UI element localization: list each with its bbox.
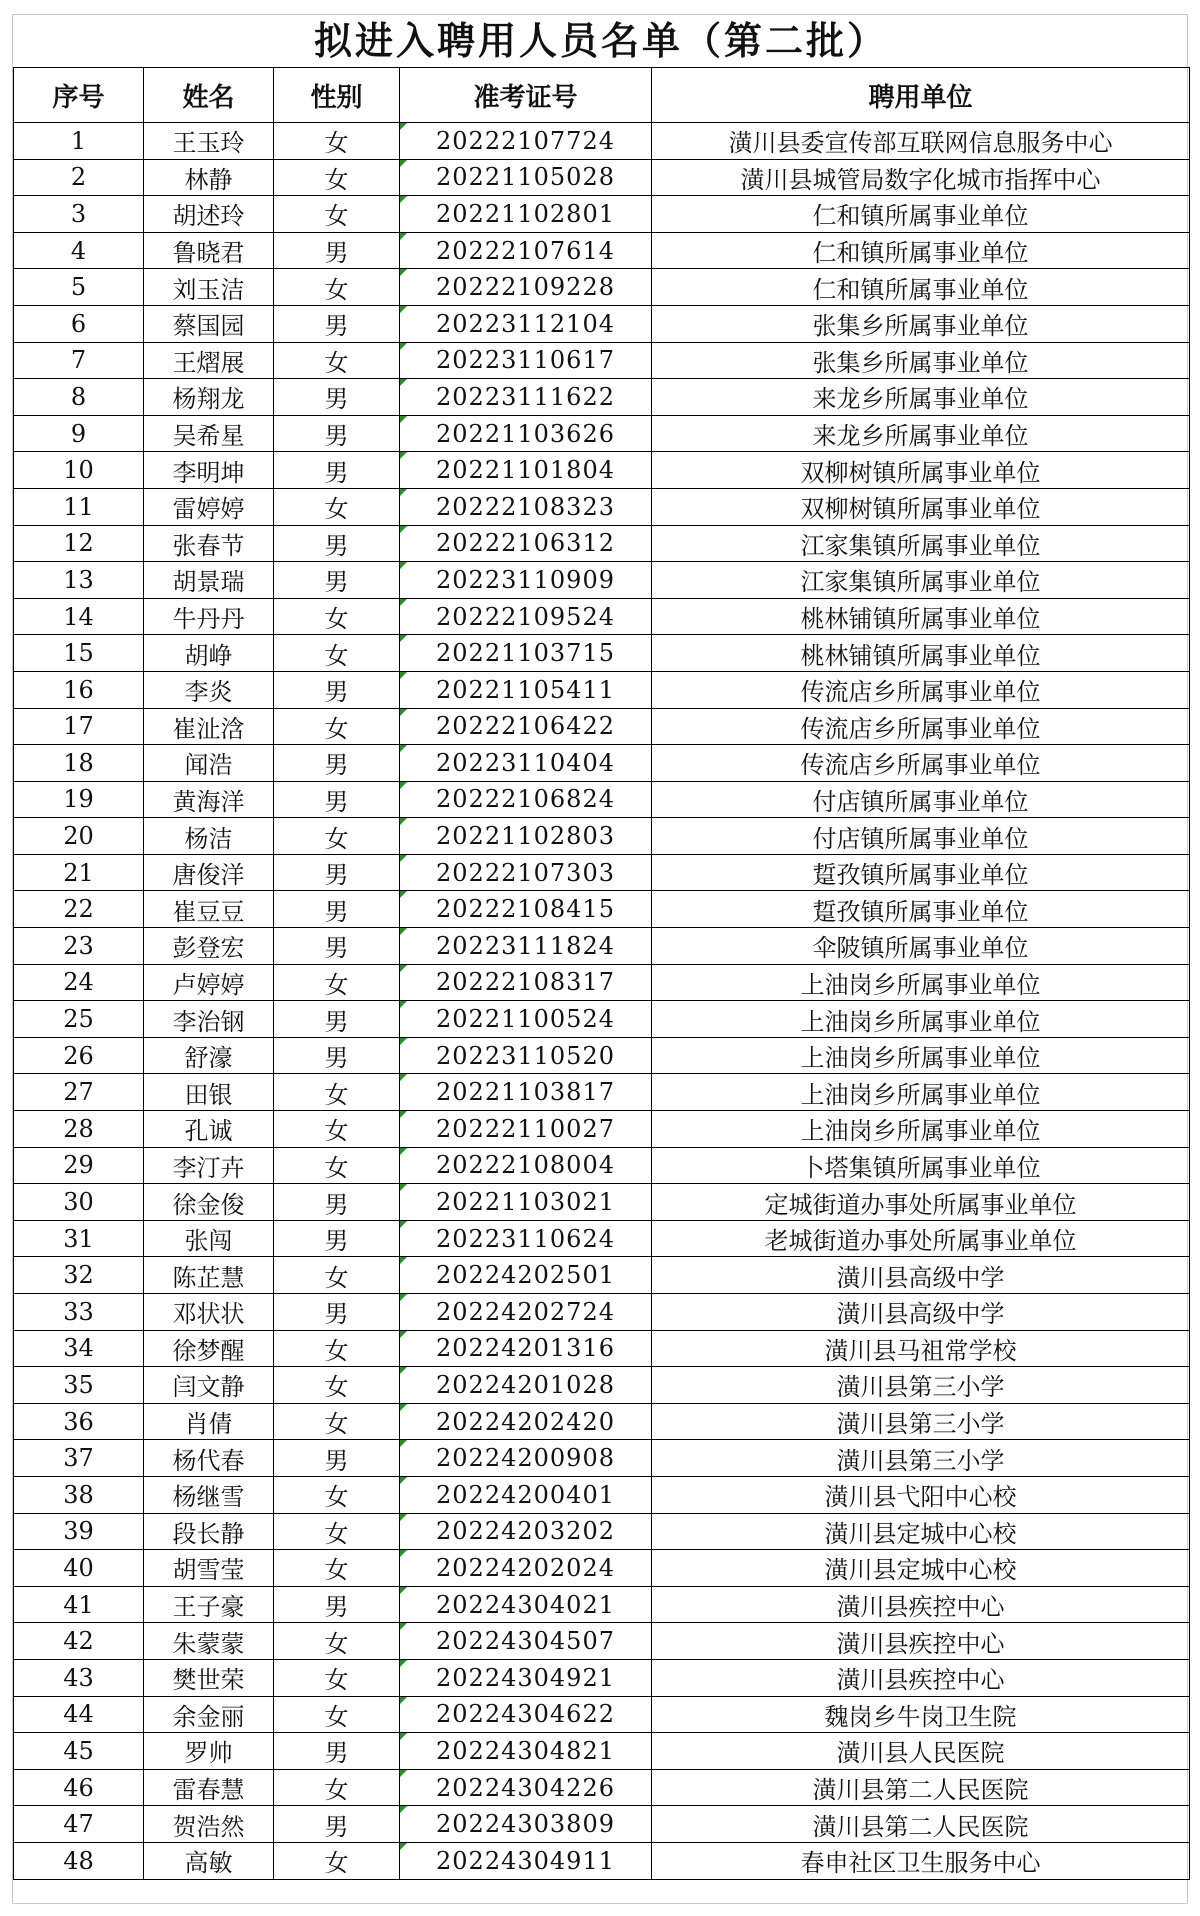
cell-employer: 潢川县第二人民医院 bbox=[652, 1806, 1190, 1843]
table-row bbox=[14, 1403, 1190, 1440]
cell-employer: 潢川县疾控中心 bbox=[652, 1586, 1190, 1623]
cell-exam-number: 20224304921 bbox=[400, 1659, 652, 1696]
cell-index: 21 bbox=[14, 854, 144, 891]
cell-employer: 江家集镇所属事业单位 bbox=[652, 525, 1190, 562]
cell-name: 高敏 bbox=[144, 1842, 274, 1879]
table-row bbox=[14, 928, 1190, 965]
cell-name: 刘玉洁 bbox=[144, 269, 274, 306]
table-row bbox=[14, 1147, 1190, 1184]
cell-employer: 潢川县第三小学 bbox=[652, 1367, 1190, 1404]
cell-name: 杨代春 bbox=[144, 1440, 274, 1477]
header-exam-number: 准考证号 bbox=[400, 68, 652, 123]
cell-index: 17 bbox=[14, 708, 144, 745]
cell-index: 20 bbox=[14, 818, 144, 855]
table-row bbox=[14, 598, 1190, 635]
cell-name: 杨继雪 bbox=[144, 1476, 274, 1513]
cell-employer: 双柳树镇所属事业单位 bbox=[652, 452, 1190, 489]
cell-index: 26 bbox=[14, 1037, 144, 1074]
cell-employer: 潢川县委宣传部互联网信息服务中心 bbox=[652, 123, 1190, 160]
cell-employer: 潢川县马祖常学校 bbox=[652, 1330, 1190, 1367]
table-row bbox=[14, 1550, 1190, 1587]
cell-employer: 上油岗乡所属事业单位 bbox=[652, 1111, 1190, 1148]
cell-gender: 男 bbox=[274, 891, 400, 928]
cell-exam-number: 20224202724 bbox=[400, 1294, 652, 1331]
cell-name: 樊世荣 bbox=[144, 1659, 274, 1696]
cell-exam-number: 20223110404 bbox=[400, 745, 652, 782]
cell-index: 13 bbox=[14, 562, 144, 599]
cell-name: 林静 bbox=[144, 159, 274, 196]
cell-index: 39 bbox=[14, 1513, 144, 1550]
table-row bbox=[14, 1001, 1190, 1038]
cell-employer: 仁和镇所属事业单位 bbox=[652, 269, 1190, 306]
cell-name: 李明坤 bbox=[144, 452, 274, 489]
cell-name: 徐金俊 bbox=[144, 1184, 274, 1221]
cell-name: 李治钢 bbox=[144, 1001, 274, 1038]
cell-name: 李汀卉 bbox=[144, 1147, 274, 1184]
cell-name: 闻浩 bbox=[144, 745, 274, 782]
cell-gender: 男 bbox=[274, 1806, 400, 1843]
cell-index: 35 bbox=[14, 1367, 144, 1404]
cell-name: 胡峥 bbox=[144, 635, 274, 672]
cell-index: 6 bbox=[14, 305, 144, 342]
cell-employer: 潢川县第三小学 bbox=[652, 1440, 1190, 1477]
cell-name: 崔沚浛 bbox=[144, 708, 274, 745]
table-row bbox=[14, 964, 1190, 1001]
table-row bbox=[14, 269, 1190, 306]
cell-index: 36 bbox=[14, 1403, 144, 1440]
cell-name: 杨洁 bbox=[144, 818, 274, 855]
table-row bbox=[14, 1074, 1190, 1111]
cell-gender: 女 bbox=[274, 1074, 400, 1111]
cell-gender: 女 bbox=[274, 1623, 400, 1660]
cell-employer: 仁和镇所属事业单位 bbox=[652, 232, 1190, 269]
cell-employer: 上油岗乡所属事业单位 bbox=[652, 1074, 1190, 1111]
cell-exam-number: 20224304821 bbox=[400, 1733, 652, 1770]
cell-employer: 潢川县弋阳中心校 bbox=[652, 1476, 1190, 1513]
table-row bbox=[14, 818, 1190, 855]
cell-gender: 男 bbox=[274, 525, 400, 562]
cell-name: 李炎 bbox=[144, 671, 274, 708]
cell-gender: 女 bbox=[274, 1403, 400, 1440]
cell-name: 胡雪莹 bbox=[144, 1550, 274, 1587]
cell-index: 34 bbox=[14, 1330, 144, 1367]
cell-index: 41 bbox=[14, 1586, 144, 1623]
cell-name: 余金丽 bbox=[144, 1696, 274, 1733]
cell-employer: 潢川县人民医院 bbox=[652, 1733, 1190, 1770]
cell-exam-number: 20223112104 bbox=[400, 305, 652, 342]
cell-name: 朱蒙蒙 bbox=[144, 1623, 274, 1660]
cell-employer: 春申社区卫生服务中心 bbox=[652, 1842, 1190, 1879]
cell-exam-number: 20223110909 bbox=[400, 562, 652, 599]
cell-gender: 男 bbox=[274, 232, 400, 269]
cell-name: 黄海洋 bbox=[144, 781, 274, 818]
table-row bbox=[14, 159, 1190, 196]
cell-employer: 魏岗乡牛岗卫生院 bbox=[652, 1696, 1190, 1733]
cell-employer: 潢川县第三小学 bbox=[652, 1403, 1190, 1440]
cell-gender: 男 bbox=[274, 379, 400, 416]
cell-exam-number: 20224201316 bbox=[400, 1330, 652, 1367]
cell-exam-number: 20222106422 bbox=[400, 708, 652, 745]
cell-index: 46 bbox=[14, 1769, 144, 1806]
cell-employer: 付店镇所属事业单位 bbox=[652, 818, 1190, 855]
cell-name: 田银 bbox=[144, 1074, 274, 1111]
table-row bbox=[14, 123, 1190, 160]
cell-exam-number: 20222107614 bbox=[400, 232, 652, 269]
cell-index: 8 bbox=[14, 379, 144, 416]
cell-index: 3 bbox=[14, 196, 144, 233]
cell-index: 37 bbox=[14, 1440, 144, 1477]
cell-gender: 女 bbox=[274, 1659, 400, 1696]
cell-employer: 定城街道办事处所属事业单位 bbox=[652, 1184, 1190, 1221]
cell-employer: 张集乡所属事业单位 bbox=[652, 305, 1190, 342]
cell-gender: 女 bbox=[274, 1513, 400, 1550]
cell-name: 陈芷慧 bbox=[144, 1257, 274, 1294]
cell-employer: 双柳树镇所属事业单位 bbox=[652, 488, 1190, 525]
cell-index: 16 bbox=[14, 671, 144, 708]
table-row bbox=[14, 415, 1190, 452]
table-row bbox=[14, 1257, 1190, 1294]
page-title: 拟进入聘用人员名单（第二批） bbox=[313, 18, 888, 63]
cell-exam-number: 20221103715 bbox=[400, 635, 652, 672]
cell-index: 11 bbox=[14, 488, 144, 525]
cell-name: 贺浩然 bbox=[144, 1806, 274, 1843]
cell-name: 蔡国园 bbox=[144, 305, 274, 342]
cell-gender: 男 bbox=[274, 1440, 400, 1477]
cell-gender: 男 bbox=[274, 305, 400, 342]
cell-exam-number: 20221105028 bbox=[400, 159, 652, 196]
cell-index: 24 bbox=[14, 964, 144, 1001]
cell-index: 27 bbox=[14, 1074, 144, 1111]
cell-exam-number: 20224201028 bbox=[400, 1367, 652, 1404]
cell-employer: 潢川县高级中学 bbox=[652, 1294, 1190, 1331]
cell-index: 5 bbox=[14, 269, 144, 306]
cell-index: 12 bbox=[14, 525, 144, 562]
cell-index: 38 bbox=[14, 1476, 144, 1513]
table-row bbox=[14, 196, 1190, 233]
cell-name: 牛丹丹 bbox=[144, 598, 274, 635]
cell-gender: 女 bbox=[274, 1842, 400, 1879]
cell-employer: 传流店乡所属事业单位 bbox=[652, 671, 1190, 708]
cell-gender: 男 bbox=[274, 1220, 400, 1257]
table-row bbox=[14, 232, 1190, 269]
cell-exam-number: 20222108317 bbox=[400, 964, 652, 1001]
cell-name: 胡述玲 bbox=[144, 196, 274, 233]
table-row bbox=[14, 488, 1190, 525]
cell-index: 28 bbox=[14, 1111, 144, 1148]
cell-name: 卢婷婷 bbox=[144, 964, 274, 1001]
cell-gender: 男 bbox=[274, 1586, 400, 1623]
table-row bbox=[14, 635, 1190, 672]
cell-gender: 女 bbox=[274, 1476, 400, 1513]
cell-gender: 女 bbox=[274, 1367, 400, 1404]
cell-gender: 男 bbox=[274, 562, 400, 599]
cell-name: 胡景瑞 bbox=[144, 562, 274, 599]
cell-employer: 潢川县第二人民医院 bbox=[652, 1769, 1190, 1806]
cell-index: 42 bbox=[14, 1623, 144, 1660]
header-index: 序号 bbox=[14, 68, 144, 123]
table-row bbox=[14, 1476, 1190, 1513]
table-row bbox=[14, 525, 1190, 562]
table-row bbox=[14, 1806, 1190, 1843]
cell-employer: 上油岗乡所属事业单位 bbox=[652, 1037, 1190, 1074]
cell-gender: 男 bbox=[274, 671, 400, 708]
table-row bbox=[14, 562, 1190, 599]
cell-name: 徐梦醒 bbox=[144, 1330, 274, 1367]
cell-exam-number: 20222109524 bbox=[400, 598, 652, 635]
cell-gender: 女 bbox=[274, 1769, 400, 1806]
cell-gender: 女 bbox=[274, 1111, 400, 1148]
cell-index: 22 bbox=[14, 891, 144, 928]
cell-exam-number: 20222107303 bbox=[400, 854, 652, 891]
cell-gender: 女 bbox=[274, 708, 400, 745]
table-row bbox=[14, 1696, 1190, 1733]
cell-name: 鲁晓君 bbox=[144, 232, 274, 269]
table-body bbox=[14, 123, 1190, 1880]
cell-exam-number: 20224202420 bbox=[400, 1403, 652, 1440]
cell-exam-number: 20224202501 bbox=[400, 1257, 652, 1294]
cell-gender: 女 bbox=[274, 269, 400, 306]
cell-exam-number: 20223110624 bbox=[400, 1220, 652, 1257]
cell-name: 罗帅 bbox=[144, 1733, 274, 1770]
hire-list-table bbox=[13, 67, 1190, 1880]
cell-exam-number: 20224304021 bbox=[400, 1586, 652, 1623]
cell-gender: 男 bbox=[274, 854, 400, 891]
table-row bbox=[14, 379, 1190, 416]
cell-employer: 传流店乡所属事业单位 bbox=[652, 745, 1190, 782]
cell-exam-number: 20223110520 bbox=[400, 1037, 652, 1074]
cell-employer: 潢川县疾控中心 bbox=[652, 1659, 1190, 1696]
cell-name: 段长静 bbox=[144, 1513, 274, 1550]
cell-name: 孔诚 bbox=[144, 1111, 274, 1148]
cell-name: 闫文静 bbox=[144, 1367, 274, 1404]
header-gender: 性别 bbox=[274, 68, 400, 123]
cell-employer: 潢川县定城中心校 bbox=[652, 1513, 1190, 1550]
table-row bbox=[14, 452, 1190, 489]
table-row bbox=[14, 745, 1190, 782]
cell-exam-number: 20222106824 bbox=[400, 781, 652, 818]
cell-gender: 男 bbox=[274, 1294, 400, 1331]
table-row bbox=[14, 1733, 1190, 1770]
cell-gender: 女 bbox=[274, 488, 400, 525]
cell-employer: 上油岗乡所属事业单位 bbox=[652, 964, 1190, 1001]
cell-exam-number: 20221101804 bbox=[400, 452, 652, 489]
cell-gender: 女 bbox=[274, 964, 400, 1001]
cell-exam-number: 20224200908 bbox=[400, 1440, 652, 1477]
cell-gender: 男 bbox=[274, 452, 400, 489]
cell-index: 19 bbox=[14, 781, 144, 818]
cell-gender: 男 bbox=[274, 415, 400, 452]
cell-exam-number: 20224304622 bbox=[400, 1696, 652, 1733]
cell-exam-number: 20224304507 bbox=[400, 1623, 652, 1660]
cell-gender: 男 bbox=[274, 1037, 400, 1074]
cell-exam-number: 20224200401 bbox=[400, 1476, 652, 1513]
cell-gender: 男 bbox=[274, 1001, 400, 1038]
cell-name: 吴希星 bbox=[144, 415, 274, 452]
table-row bbox=[14, 1220, 1190, 1257]
cell-employer: 潢川县疾控中心 bbox=[652, 1623, 1190, 1660]
table-row bbox=[14, 1330, 1190, 1367]
cell-gender: 男 bbox=[274, 1733, 400, 1770]
cell-exam-number: 20222107724 bbox=[400, 123, 652, 160]
cell-index: 29 bbox=[14, 1147, 144, 1184]
cell-employer: 仁和镇所属事业单位 bbox=[652, 196, 1190, 233]
cell-gender: 女 bbox=[274, 635, 400, 672]
cell-gender: 女 bbox=[274, 1147, 400, 1184]
cell-name: 雷春慧 bbox=[144, 1769, 274, 1806]
cell-gender: 女 bbox=[274, 818, 400, 855]
cell-employer: 老城街道办事处所属事业单位 bbox=[652, 1220, 1190, 1257]
cell-index: 7 bbox=[14, 342, 144, 379]
table-row bbox=[14, 1659, 1190, 1696]
cell-exam-number: 20221105411 bbox=[400, 671, 652, 708]
cell-gender: 女 bbox=[274, 159, 400, 196]
cell-index: 15 bbox=[14, 635, 144, 672]
cell-index: 43 bbox=[14, 1659, 144, 1696]
cell-name: 彭登宏 bbox=[144, 928, 274, 965]
cell-exam-number: 20222109228 bbox=[400, 269, 652, 306]
cell-exam-number: 20221102801 bbox=[400, 196, 652, 233]
cell-gender: 女 bbox=[274, 123, 400, 160]
header-name: 姓名 bbox=[144, 68, 274, 123]
cell-name: 王熠展 bbox=[144, 342, 274, 379]
cell-index: 1 bbox=[14, 123, 144, 160]
table-row bbox=[14, 1440, 1190, 1477]
cell-index: 47 bbox=[14, 1806, 144, 1843]
table-row bbox=[14, 1111, 1190, 1148]
cell-index: 40 bbox=[14, 1550, 144, 1587]
cell-employer: 潢川县定城中心校 bbox=[652, 1550, 1190, 1587]
cell-name: 王玉玲 bbox=[144, 123, 274, 160]
cell-index: 45 bbox=[14, 1733, 144, 1770]
cell-exam-number: 20222108415 bbox=[400, 891, 652, 928]
cell-exam-number: 20221102803 bbox=[400, 818, 652, 855]
cell-exam-number: 20222110027 bbox=[400, 1111, 652, 1148]
table-row bbox=[14, 781, 1190, 818]
cell-employer: 张集乡所属事业单位 bbox=[652, 342, 1190, 379]
cell-exam-number: 20221103021 bbox=[400, 1184, 652, 1221]
spreadsheet bbox=[12, 14, 1188, 1904]
cell-exam-number: 20223111824 bbox=[400, 928, 652, 965]
cell-index: 2 bbox=[14, 159, 144, 196]
table-row bbox=[14, 671, 1190, 708]
cell-exam-number: 20222106312 bbox=[400, 525, 652, 562]
cell-exam-number: 20224304911 bbox=[400, 1842, 652, 1879]
cell-employer: 传流店乡所属事业单位 bbox=[652, 708, 1190, 745]
table-row bbox=[14, 1842, 1190, 1879]
cell-exam-number: 20222108004 bbox=[400, 1147, 652, 1184]
cell-employer: 来龙乡所属事业单位 bbox=[652, 379, 1190, 416]
cell-index: 33 bbox=[14, 1294, 144, 1331]
cell-employer: 来龙乡所属事业单位 bbox=[652, 415, 1190, 452]
cell-gender: 女 bbox=[274, 1257, 400, 1294]
cell-exam-number: 20221103626 bbox=[400, 415, 652, 452]
cell-index: 18 bbox=[14, 745, 144, 782]
cell-employer: 潢川县城管局数字化城市指挥中心 bbox=[652, 159, 1190, 196]
cell-name: 崔豆豆 bbox=[144, 891, 274, 928]
table-row bbox=[14, 1184, 1190, 1221]
cell-name: 张春节 bbox=[144, 525, 274, 562]
cell-index: 31 bbox=[14, 1220, 144, 1257]
header-employer: 聘用单位 bbox=[652, 68, 1190, 123]
cell-index: 30 bbox=[14, 1184, 144, 1221]
cell-gender: 男 bbox=[274, 928, 400, 965]
table-row bbox=[14, 1294, 1190, 1331]
cell-gender: 女 bbox=[274, 1696, 400, 1733]
cell-employer: 上油岗乡所属事业单位 bbox=[652, 1001, 1190, 1038]
cell-employer: 桃林铺镇所属事业单位 bbox=[652, 598, 1190, 635]
cell-exam-number: 20221103817 bbox=[400, 1074, 652, 1111]
table-row bbox=[14, 1037, 1190, 1074]
cell-employer: 付店镇所属事业单位 bbox=[652, 781, 1190, 818]
cell-employer: 伞陂镇所属事业单位 bbox=[652, 928, 1190, 965]
header-row bbox=[14, 68, 1190, 123]
cell-exam-number: 20224304226 bbox=[400, 1769, 652, 1806]
cell-gender: 女 bbox=[274, 598, 400, 635]
cell-exam-number: 20224203202 bbox=[400, 1513, 652, 1550]
cell-index: 9 bbox=[14, 415, 144, 452]
cell-index: 48 bbox=[14, 1842, 144, 1879]
cell-index: 14 bbox=[14, 598, 144, 635]
cell-gender: 女 bbox=[274, 342, 400, 379]
cell-exam-number: 20221100524 bbox=[400, 1001, 652, 1038]
cell-employer: 踅孜镇所属事业单位 bbox=[652, 854, 1190, 891]
cell-name: 张闯 bbox=[144, 1220, 274, 1257]
cell-employer: 潢川县高级中学 bbox=[652, 1257, 1190, 1294]
cell-exam-number: 20222108323 bbox=[400, 488, 652, 525]
cell-name: 邓状状 bbox=[144, 1294, 274, 1331]
table-row bbox=[14, 708, 1190, 745]
cell-employer: 江家集镇所属事业单位 bbox=[652, 562, 1190, 599]
cell-index: 32 bbox=[14, 1257, 144, 1294]
cell-name: 雷婷婷 bbox=[144, 488, 274, 525]
cell-employer: 卜塔集镇所属事业单位 bbox=[652, 1147, 1190, 1184]
cell-employer: 踅孜镇所属事业单位 bbox=[652, 891, 1190, 928]
cell-exam-number: 20224202024 bbox=[400, 1550, 652, 1587]
cell-name: 唐俊洋 bbox=[144, 854, 274, 891]
cell-gender: 女 bbox=[274, 1330, 400, 1367]
table-row bbox=[14, 854, 1190, 891]
table-row bbox=[14, 305, 1190, 342]
cell-name: 肖倩 bbox=[144, 1403, 274, 1440]
cell-name: 王子豪 bbox=[144, 1586, 274, 1623]
cell-index: 4 bbox=[14, 232, 144, 269]
cell-index: 44 bbox=[14, 1696, 144, 1733]
table-row bbox=[14, 891, 1190, 928]
table-row bbox=[14, 342, 1190, 379]
cell-exam-number: 20223110617 bbox=[400, 342, 652, 379]
table-row bbox=[14, 1586, 1190, 1623]
cell-gender: 女 bbox=[274, 196, 400, 233]
table-row bbox=[14, 1769, 1190, 1806]
cell-gender: 男 bbox=[274, 781, 400, 818]
cell-exam-number: 20224303809 bbox=[400, 1806, 652, 1843]
cell-name: 杨翔龙 bbox=[144, 379, 274, 416]
cell-index: 25 bbox=[14, 1001, 144, 1038]
cell-exam-number: 20223111622 bbox=[400, 379, 652, 416]
cell-gender: 男 bbox=[274, 1184, 400, 1221]
table-row bbox=[14, 1367, 1190, 1404]
cell-gender: 男 bbox=[274, 745, 400, 782]
cell-index: 10 bbox=[14, 452, 144, 489]
cell-employer: 桃林铺镇所属事业单位 bbox=[652, 635, 1190, 672]
table-row bbox=[14, 1513, 1190, 1550]
cell-name: 舒濠 bbox=[144, 1037, 274, 1074]
cell-index: 23 bbox=[14, 928, 144, 965]
table-row bbox=[14, 1623, 1190, 1660]
cell-gender: 女 bbox=[274, 1550, 400, 1587]
